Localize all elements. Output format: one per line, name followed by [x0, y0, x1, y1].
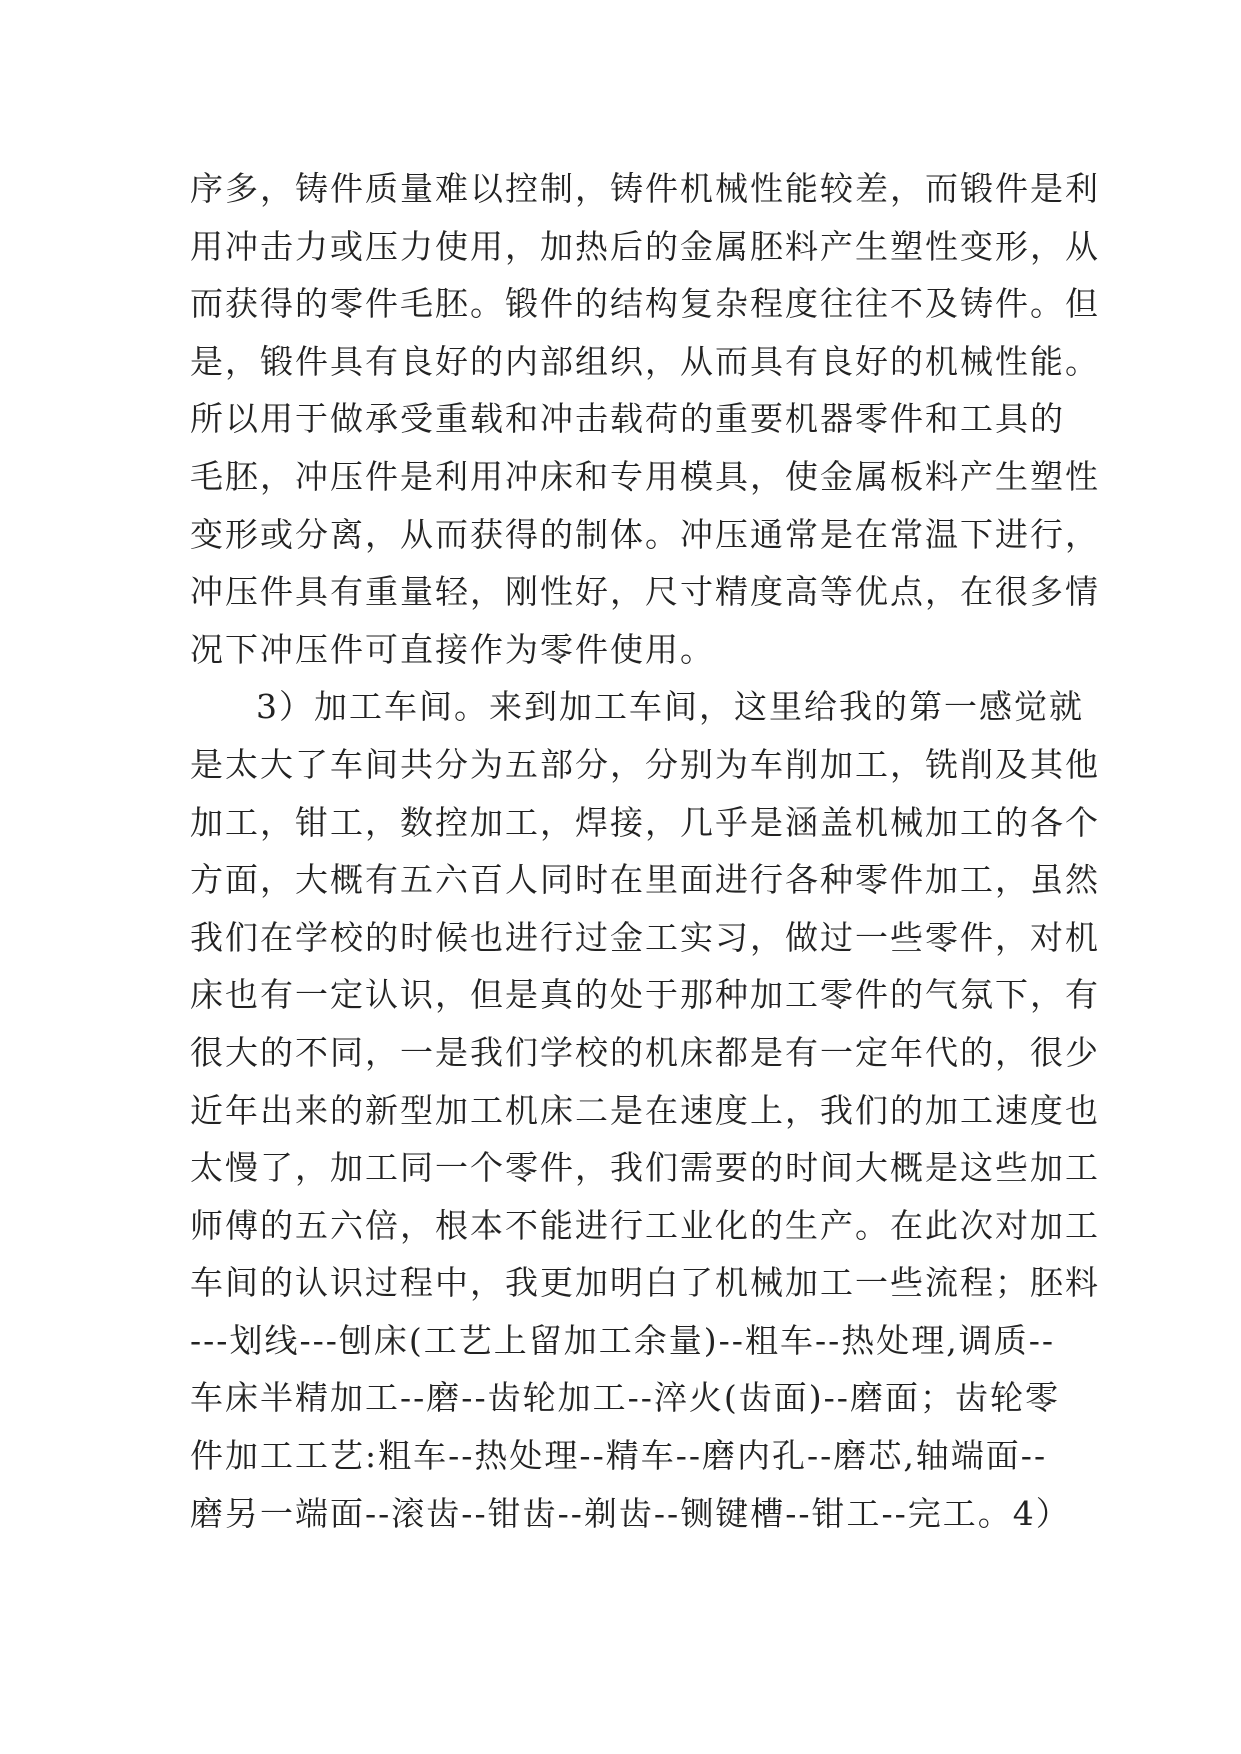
text-line: 件加工工艺:粗车--热处理--精车--磨内孔--磨芯,轴端面-- — [190, 1436, 1048, 1476]
text-line: 是太大了车间共分为五部分，分别为车削加工，铣削及其他 — [190, 744, 1100, 784]
text-line: 磨另一端面--滚齿--钳齿--剃齿--铡键槽--钳工--完工。4） — [190, 1493, 1071, 1533]
text-line: 变形或分离，从而获得的制体。冲压通常是在常温下进行， — [190, 514, 1100, 554]
text-line: 方面，大概有五六百人同时在里面进行各种零件加工，虽然 — [190, 860, 1100, 900]
paragraph-start-line: 3）加工车间。来到加工车间，这里给我的第一感觉就 — [256, 687, 1084, 727]
text-line: 是，锻件具有良好的内部组织，从而具有良好的机械性能。 — [190, 341, 1100, 381]
text-line: 序多，铸件质量难以控制，铸件机械性能较差，而锻件是利 — [190, 169, 1100, 208]
text-line: 很大的不同，一是我们学校的机床都是有一定年代的，很少 — [190, 1032, 1100, 1072]
text-line: 况下冲压件可直接作为零件使用。 — [190, 629, 715, 669]
text-line: 近年出来的新型加工机床二是在速度上，我们的加工速度也 — [190, 1090, 1100, 1130]
text-line: 车间的认识过程中，我更加明白了机械加工一些流程；胚料 — [190, 1263, 1100, 1303]
body-text — [190, 160, 1100, 1542]
text-line: 毛胚，冲压件是利用冲床和专用模具，使金属板料产生塑性 — [190, 456, 1100, 496]
text-line: 加工，钳工，数控加工，焊接，几乎是涵盖机械加工的各个 — [190, 802, 1100, 842]
text-line: 我们在学校的时候也进行过金工实习，做过一些零件，对机 — [190, 917, 1100, 957]
text-line: 师傅的五六倍，根本不能进行工业化的生产。在此次对加工 — [190, 1205, 1100, 1245]
text-line: 用冲击力或压力使用，加热后的金属胚料产生塑性变形，从 — [190, 226, 1100, 266]
text-line: 所以用于做承受重载和冲击载荷的重要机器零件和工具的 — [190, 399, 1065, 439]
text-line: 车床半精加工--磨--齿轮加工--淬火(齿面)--磨面；齿轮零 — [190, 1378, 1060, 1418]
text-line: ---划线---刨床(工艺上留加工余量)--粗车--热处理,调质-- — [190, 1320, 1056, 1360]
text-line: 床也有一定认识，但是真的处于那种加工零件的气氛下，有 — [190, 975, 1100, 1015]
text-line: 冲压件具有重量轻，刚性好，尺寸精度高等优点，在很多情 — [190, 572, 1100, 612]
text-line: 而获得的零件毛胚。锻件的结构复杂程度往往不及铸件。但 — [190, 284, 1100, 324]
text-line: 太慢了，加工同一个零件，我们需要的时间大概是这些加工 — [190, 1148, 1100, 1188]
